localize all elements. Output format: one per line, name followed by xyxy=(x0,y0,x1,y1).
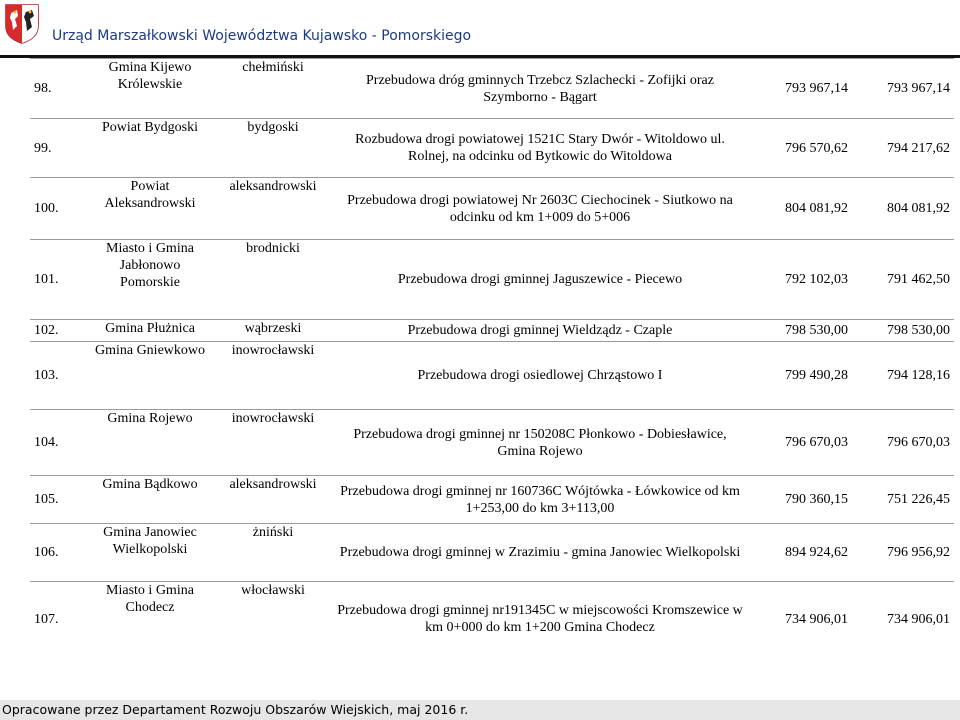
row-number: 102. xyxy=(30,320,84,342)
county-name: włocławski xyxy=(216,582,330,657)
page-title: Urząd Marszałkowski Województwa Kujawsko - Pomorskiego xyxy=(52,28,472,44)
total-cost: 804 081,92 xyxy=(750,178,852,240)
project-description: Przebudowa drogi gminnej nr191345C w miejscowości Kromszewice w km 0+000 do km 1+200 Gmina Chodecz xyxy=(330,582,750,657)
project-description: Przebudowa dróg gminnych Trzebcz Szlachecki - Zofijki oraz Szymborno - Bągart xyxy=(330,59,750,119)
table-row xyxy=(30,320,954,342)
county-name: żniński xyxy=(216,524,330,582)
row-number: 103. xyxy=(30,342,84,410)
county-name: brodnicki xyxy=(216,240,330,320)
eligible-cost: 734 906,01 xyxy=(852,582,954,657)
applicant-name: Gmina Płużnica xyxy=(84,320,216,342)
county-name: wąbrzeski xyxy=(216,320,330,342)
eligible-cost: 794 128,16 xyxy=(852,342,954,410)
table-row xyxy=(30,119,954,178)
eligible-cost: 798 530,00 xyxy=(852,320,954,342)
project-description: Przebudowa drogi osiedlowej Chrząstowo I xyxy=(330,342,750,410)
total-cost: 796 570,62 xyxy=(750,119,852,178)
eligible-cost: 796 956,92 xyxy=(852,524,954,582)
table-row xyxy=(30,476,954,524)
row-number: 104. xyxy=(30,410,84,476)
table-row xyxy=(30,342,954,410)
applicant-name: Gmina Bądkowo xyxy=(84,476,216,524)
applicant-name: Gmina Janowiec Wielkopolski xyxy=(84,524,216,582)
eligible-cost: 793 967,14 xyxy=(852,59,954,119)
total-cost: 792 102,03 xyxy=(750,240,852,320)
row-number: 100. xyxy=(30,178,84,240)
project-description: Przebudowa drogi powiatowej Nr 2603C Ciechocinek - Siutkowo na odcinku od km 1+009 do 5+006 xyxy=(330,178,750,240)
applicant-name: Gmina Rojewo xyxy=(84,410,216,476)
page-header xyxy=(0,0,960,58)
total-cost: 798 530,00 xyxy=(750,320,852,342)
table-row xyxy=(30,59,954,119)
county-name: inowrocławski xyxy=(216,410,330,476)
row-number: 106. xyxy=(30,524,84,582)
total-cost: 799 490,28 xyxy=(750,342,852,410)
table-row xyxy=(30,582,954,657)
eligible-cost: 751 226,45 xyxy=(852,476,954,524)
total-cost: 796 670,03 xyxy=(750,410,852,476)
total-cost: 793 967,14 xyxy=(750,59,852,119)
page-footer xyxy=(0,700,960,720)
applicant-name: Powiat Bydgoski xyxy=(84,119,216,178)
county-name: aleksandrowski xyxy=(216,178,330,240)
project-description: Przebudowa drogi gminnej Jaguszewice - Piecewo xyxy=(330,240,750,320)
table-row xyxy=(30,178,954,240)
applicant-name: Powiat Aleksandrowski xyxy=(84,178,216,240)
table-row xyxy=(30,524,954,582)
eligible-cost: 791 462,50 xyxy=(852,240,954,320)
total-cost: 790 360,15 xyxy=(750,476,852,524)
county-name: chełmiński xyxy=(216,59,330,119)
project-description: Przebudowa drogi gminnej w Zrazimiu - gmina Janowiec Wielkopolski xyxy=(330,524,750,582)
county-name: inowrocławski xyxy=(216,342,330,410)
county-name: bydgoski xyxy=(216,119,330,178)
row-number: 107. xyxy=(30,582,84,657)
row-number: 105. xyxy=(30,476,84,524)
row-number: 99. xyxy=(30,119,84,178)
eligible-cost: 804 081,92 xyxy=(852,178,954,240)
footer-text: Opracowane przez Departament Rozwoju Obszarów Wiejskich, maj 2016 r. xyxy=(2,702,469,717)
applicant-name: Gmina Kijewo Królewskie xyxy=(84,59,216,119)
applicant-name: Miasto i Gmina Chodecz xyxy=(84,582,216,657)
project-description: Przebudowa drogi gminnej nr 150208C Płonkowo - Dobiesławice, Gmina Rojewo xyxy=(330,410,750,476)
project-description: Przebudowa drogi gminnej Wieldządz - Czaple xyxy=(330,320,750,342)
table-row xyxy=(30,240,954,320)
table-row xyxy=(30,410,954,476)
total-cost: 894 924,62 xyxy=(750,524,852,582)
applicant-name: Gmina Gniewkowo xyxy=(84,342,216,410)
project-description: Rozbudowa drogi powiatowej 1521C Stary Dwór - Witoldowo ul. Rolnej, na odcinku od Bytkowic do Witoldowa xyxy=(330,119,750,178)
eligible-cost: 794 217,62 xyxy=(852,119,954,178)
total-cost: 734 906,01 xyxy=(750,582,852,657)
coat-of-arms-icon xyxy=(5,4,39,44)
row-number: 98. xyxy=(30,59,84,119)
project-description: Przebudowa drogi gminnej nr 160736C Wójtówka - Łówkowice od km 1+253,00 do km 3+113,00 xyxy=(330,476,750,524)
eligible-cost: 796 670,03 xyxy=(852,410,954,476)
county-name: aleksandrowski xyxy=(216,476,330,524)
projects-table xyxy=(30,58,954,657)
applicant-name: Miasto i Gmina Jabłonowo Pomorskie xyxy=(84,240,216,320)
row-number: 101. xyxy=(30,240,84,320)
